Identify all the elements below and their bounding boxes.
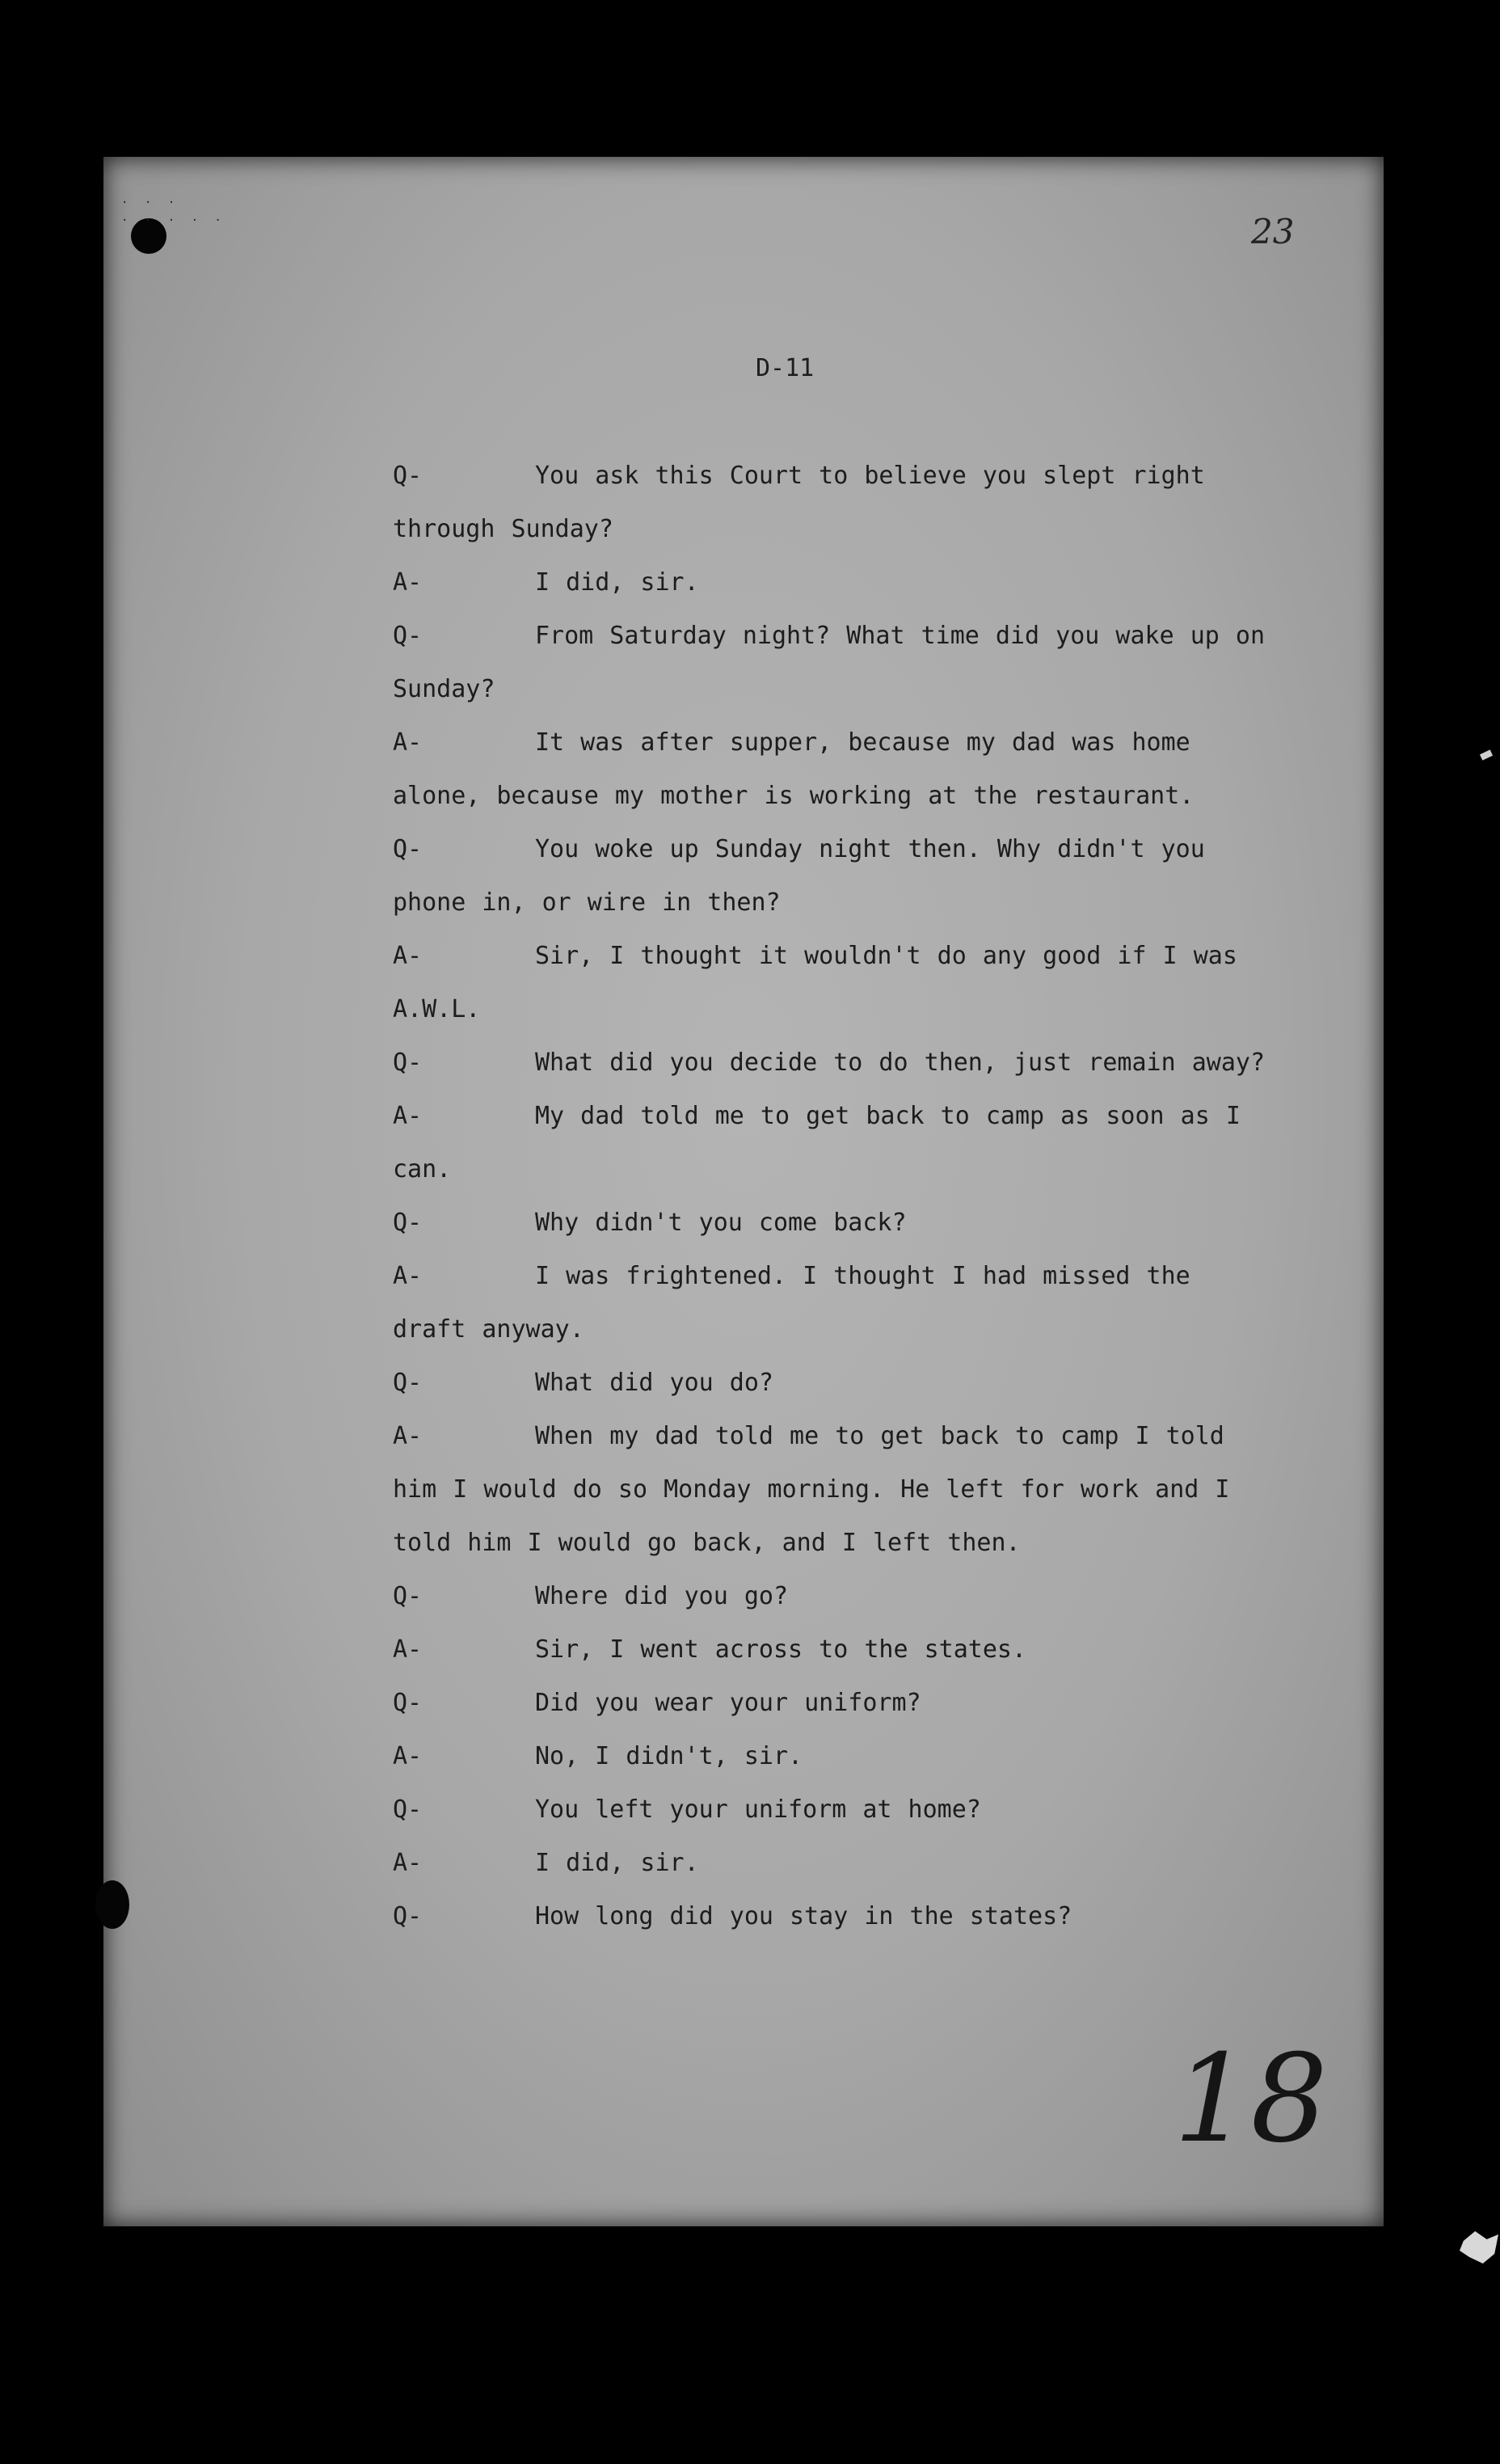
transcript-entry bbox=[393, 1730, 1274, 1783]
speaker-label: Q- bbox=[393, 1582, 423, 1610]
entry-text: Sir, I went across to the states. bbox=[535, 1635, 1027, 1664]
entry-text: What did you decide to do then, just remain away? bbox=[535, 1048, 1266, 1077]
speaker-label: A- bbox=[393, 1422, 423, 1450]
entry-text: You ask this Court to believe you slept right through Sunday? bbox=[393, 462, 1205, 543]
entry-text: It was after supper, because my dad was home alone, because my mother is working at the restaurant. bbox=[393, 728, 1195, 810]
transcript-entry bbox=[393, 1356, 1274, 1410]
speaker-label: A- bbox=[393, 568, 423, 597]
entry-text: I did, sir. bbox=[535, 568, 699, 597]
speaker-label: Q- bbox=[393, 622, 423, 650]
speaker-label: A- bbox=[393, 942, 423, 970]
page-label: D-11 bbox=[756, 354, 815, 382]
entry-text: You woke up Sunday night then. Why didn't you phone in, or wire in then? bbox=[393, 835, 1205, 917]
entry-text: When my dad told me to get back to camp I told him I would do so Monday morning. He left for work and I told him I would go back, and I left then. bbox=[393, 1422, 1230, 1557]
speaker-label: Q- bbox=[393, 462, 423, 490]
transcript-entry bbox=[393, 1890, 1274, 1943]
specks-decoration: · · · · · · · · bbox=[121, 196, 226, 227]
speaker-label: A- bbox=[393, 1635, 423, 1664]
entry-text: My dad told me to get back to camp as soon as I can. bbox=[393, 1102, 1241, 1183]
speaker-label: Q- bbox=[393, 1048, 423, 1077]
transcript-entry bbox=[393, 1250, 1274, 1356]
speaker-label: A- bbox=[393, 1849, 423, 1877]
transcript-entry bbox=[393, 1783, 1274, 1837]
speaker-label: A- bbox=[393, 1102, 423, 1130]
entry-text: How long did you stay in the states? bbox=[535, 1902, 1072, 1930]
edge-mark bbox=[1460, 2231, 1498, 2264]
entry-text: No, I didn't, sir. bbox=[535, 1742, 803, 1770]
entry-text: I did, sir. bbox=[535, 1849, 699, 1877]
entry-text: What did you do? bbox=[535, 1369, 773, 1397]
speaker-label: A- bbox=[393, 1262, 423, 1290]
punch-hole bbox=[95, 1880, 129, 1929]
transcript-entry bbox=[393, 610, 1274, 716]
transcript-entry bbox=[393, 1410, 1274, 1570]
transcript-entry bbox=[393, 1196, 1274, 1250]
transcript-entry bbox=[393, 1090, 1274, 1196]
entry-text: You left your uniform at home? bbox=[535, 1795, 981, 1824]
speaker-label: Q- bbox=[393, 1795, 423, 1824]
transcript-entry bbox=[393, 556, 1274, 610]
speaker-label: A- bbox=[393, 1742, 423, 1770]
entry-text: Did you wear your uniform? bbox=[535, 1689, 921, 1717]
transcript-entry bbox=[393, 1837, 1274, 1890]
transcript-entry bbox=[393, 716, 1274, 823]
edge-mark bbox=[1480, 749, 1493, 760]
transcript-entry bbox=[393, 1036, 1274, 1090]
speaker-label: Q- bbox=[393, 835, 423, 863]
transcript-entry bbox=[393, 449, 1274, 556]
entry-text: I was frightened. I thought I had missed the draft anyway. bbox=[393, 1262, 1190, 1344]
transcript-entry bbox=[393, 1623, 1274, 1677]
transcript-entry bbox=[393, 1570, 1274, 1623]
speaker-label: Q- bbox=[393, 1209, 423, 1237]
speaker-label: A- bbox=[393, 728, 423, 757]
transcript-entry bbox=[393, 930, 1274, 1036]
corner-page-number: 23 bbox=[1251, 212, 1295, 251]
speaker-label: Q- bbox=[393, 1369, 423, 1397]
handwritten-page-number: 18 bbox=[1173, 2029, 1328, 2170]
speaker-label: Q- bbox=[393, 1689, 423, 1717]
transcript-entry bbox=[393, 823, 1274, 930]
entry-text: Sir, I thought it wouldn't do any good if I was A.W.L. bbox=[393, 942, 1237, 1023]
entry-text: Where did you go? bbox=[535, 1582, 789, 1610]
entry-text: From Saturday night? What time did you wake up on Sunday? bbox=[393, 622, 1266, 703]
entry-text: Why didn't you come back? bbox=[535, 1209, 907, 1237]
transcript-entry bbox=[393, 1677, 1274, 1730]
speaker-label: Q- bbox=[393, 1902, 423, 1930]
transcript bbox=[393, 449, 1274, 1943]
